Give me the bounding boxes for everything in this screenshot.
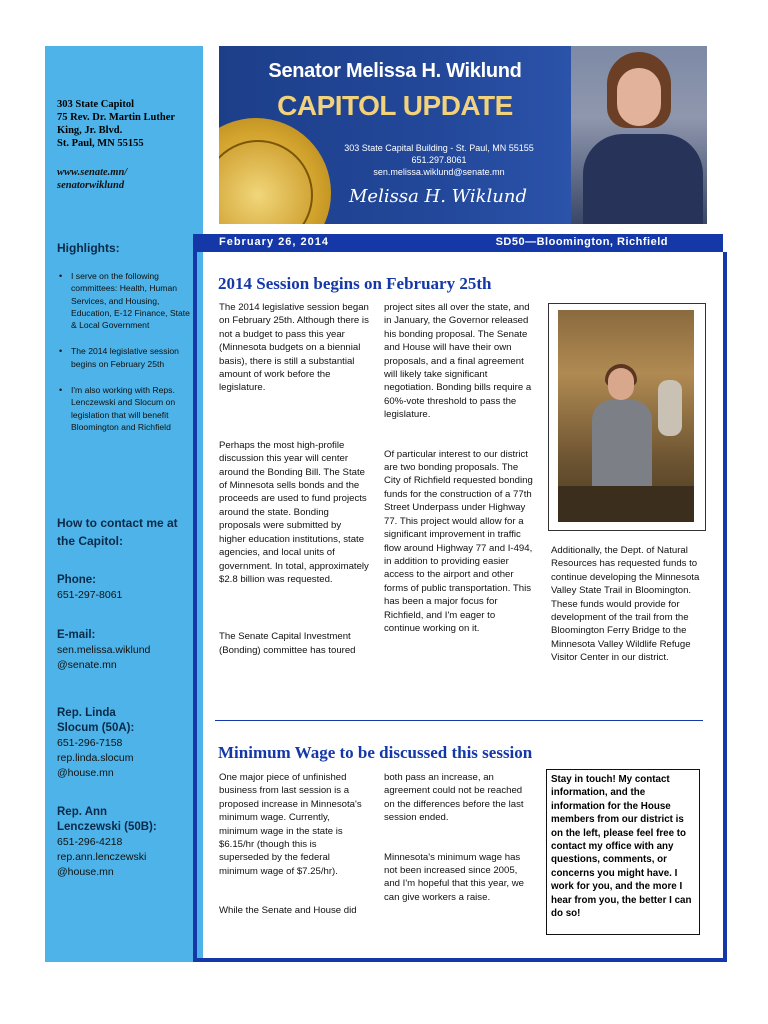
article2-col1: One major piece of unfinished business from last session is a proposed increase in Minnesota's minimum wage. Currently, minimum wage in the state is $6.15/hr (though this is superseded by the federal minimum wage of $7.25/hr). While the Senate and House did <box>219 772 362 917</box>
phone-block: Phone: 651-297-8061 <box>57 573 202 603</box>
district-label: SD50—Bloomington, Richfield <box>495 236 668 248</box>
article-heading: 2014 Session begins on February 25th <box>218 274 492 293</box>
sidebar <box>45 46 203 962</box>
contact-heading: How to contact me at the Capitol: <box>57 516 178 548</box>
email-link[interactable]: sen.melissa.wiklund @senate.mn <box>57 644 151 671</box>
banner-contact: 303 State Capital Building - St. Paul, MN 55155 651.297.8061 sen.melissa.wiklund@senate.mn <box>344 143 534 177</box>
state-seal-icon <box>219 118 331 224</box>
issue-date: February 26, 2014 <box>219 236 329 248</box>
article2-col2: both pass an increase, an agreement could not be reached on the differences before the last session ended. Minnesota's minimum wage has not been increased since 2005, and I'm hopeful that this year, we can give workers a raise. <box>384 772 524 903</box>
senator-portrait <box>571 46 707 224</box>
issue-bar <box>193 234 723 252</box>
rep-lenczewski-block: Rep. Ann Lenczewski (50B): 651-296-4218 rep.ann.lenczewski @house.mn <box>57 806 157 878</box>
phone-number[interactable]: 651-297-8061 <box>57 589 123 601</box>
section-divider <box>215 720 703 721</box>
list-item: • The 2014 legislative session begins on February 25th <box>59 346 179 369</box>
article1-col3: Additionally, the Dept. of Natural Resources has requested funds to continue developing the Minnesota Valley State Trail in Bloomington. These funds would provide for development of the trail from the Bloomington Ferry Bridge to the Minnesota Valley Wildlife Refuge Visitor Center in our district. <box>551 545 700 664</box>
senate-floor-photo <box>548 303 706 531</box>
rep-slocum-block: Rep. Linda Slocum (50A): 651-296-7158 rep.linda.slocum @house.mn <box>57 707 135 779</box>
list-item: • I serve on the following committees: Health, Human Services, and Housing, Education, E-12 Finance, State & Local Government <box>59 271 190 331</box>
header-banner <box>219 46 707 224</box>
article1-col2: project sites all over the state, and in January, the Governor released his bonding proposal. The Senate and House will have their own proposals, and a final agreement will likely take significant negotiation. Bonding bills require a 60%-vote threshold to pass the legislature. Of particular interest to our district are two bonding proposals. The City of Richfield requested bonding funds for the construction of a 77th Street Underpass under Highway 77. This project would allow for a significant improvement in traffic flow around Highway 77 and I-494, in addition to providing easier access to the airport and other forms of public transportation. This has been a major focus for Richfield, and I'm eager to continue working on it. <box>384 302 533 634</box>
newsletter-title: CAPITOL UPDATE <box>277 90 513 121</box>
highlights-heading: Highlights: <box>57 241 120 255</box>
stay-in-touch-box: Stay in touch! My contact information, and the information for the House members from our district is on the left, please feel free to contact my office with any questions, comments, or concerns you might have. I work for you, and the more I hear from you, the better I can do so! <box>546 769 700 935</box>
article-heading: Minimum Wage to be discussed this session <box>218 743 533 762</box>
capitol-address: 303 State Capitol 75 Rev. Dr. Martin Luther King, Jr. Blvd. St. Paul, MN 55155 <box>57 99 176 149</box>
signature: Melissa H. Wiklund <box>349 186 527 207</box>
email-block: E-mail: sen.melissa.wiklund @senate.mn <box>57 628 202 673</box>
senator-name: Senator Melissa H. Wiklund <box>268 60 522 82</box>
list-item: • I'm also working with Reps. Lenczewski and Slocum on legislation that will benefit Bloomington and Richfield <box>59 385 176 432</box>
article1-col1: The 2014 legislative session began on February 25th. Although there is not a budget to pass this year (Minnesota budgets on a biennial basis), there is still a substantial amount of work before the legislature. Perhaps the most high-profile discussion this year will center around the Bonding Bill. The State of Minnesota sells bonds and the proceeds are used to fund projects around the state. Bonding proposals were submitted by higher education institutions, state agencies, and local units of government. In total, approximately $2.8 billion was requested. The Senate Capital Investment (Bonding) committee has toured <box>219 302 369 656</box>
website-link[interactable]: www.senate.mn/ senatorwiklund <box>57 167 128 191</box>
highlights-list <box>55 270 195 447</box>
